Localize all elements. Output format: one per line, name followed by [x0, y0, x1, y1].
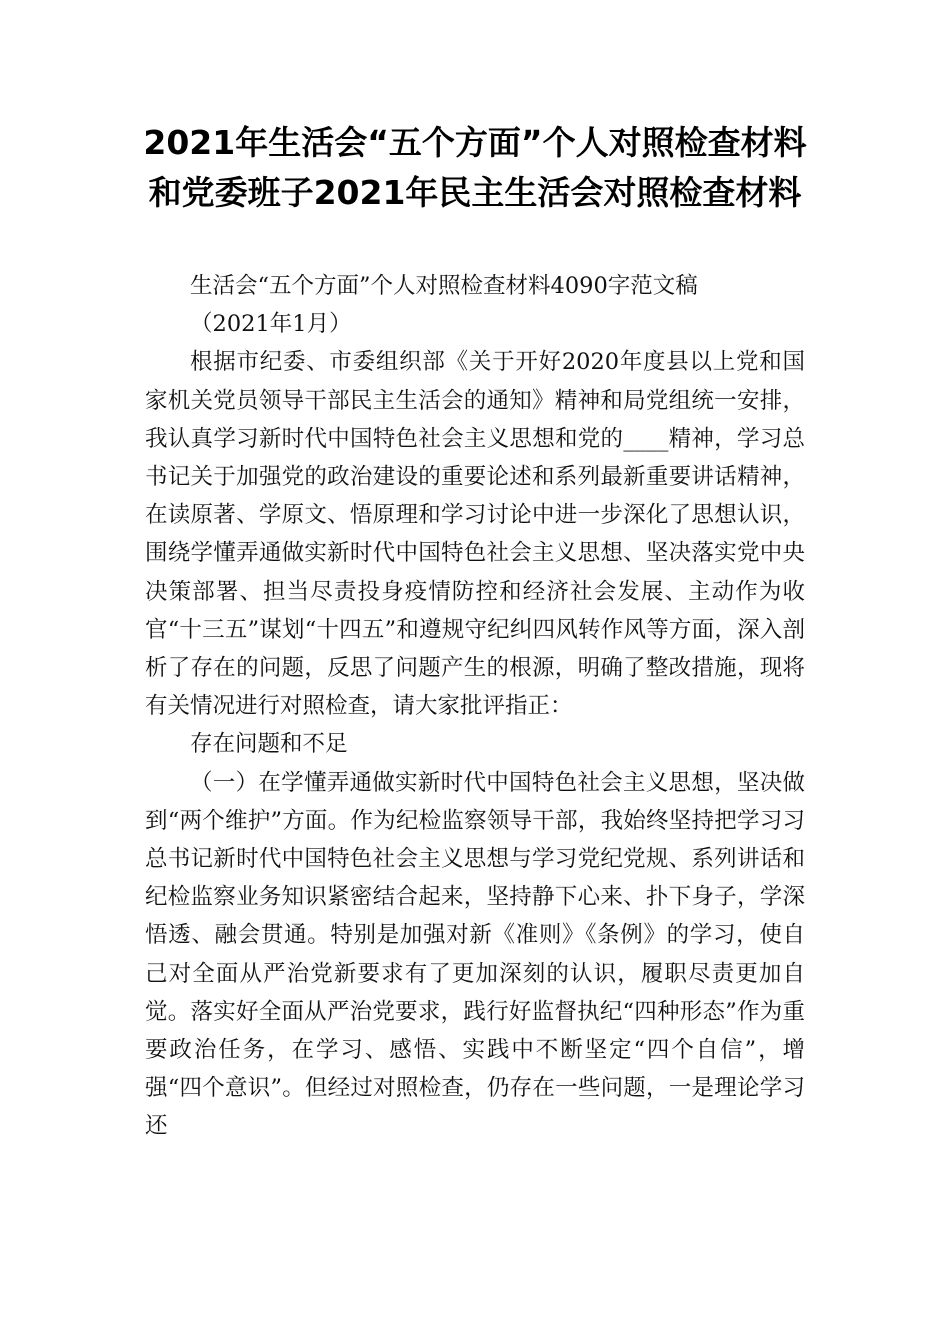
document-body	[145, 267, 805, 1146]
date-line: （2021年1月）	[190, 311, 352, 338]
subtitle-line: 生活会“五个方面”个人对照检查材料4090字范文稿	[190, 273, 698, 299]
body-paragraph: （一）在学懂弄通做实新时代中国特色社会主义思想，坚决做到“两个维护”方面。作为纪检监察领导干部，我始终坚持把学习习总书记新时代中国特色社会主义思想与学习党纪党规、系列讲话和纪检监察业务知识紧密结合起来，坚持静下心来、扑下身子，学深悟透、融会贯通。特别是加强对新《准则》《条例》的学习，使自己对全面从严治党新要求有了更加深刻的认识，履职尽责更加自觉。落实好全面从严治党要求，践行好监督执纪“四种形态”作为重要政治任务，在学习、感悟、实践中不断坚定“四个自信”，增强“四个意识”。但经过对照检查，仍存在一些问题，一是理论学习还	[145, 769, 805, 1140]
document-title: 2021年生活会“五个方面”个人对照检查材料和党委班子2021年民主生活会对照检查材料	[143, 123, 807, 212]
section-heading: 存在问题和不足	[190, 731, 348, 758]
body-paragraph: 根据市纪委、市委组织部《关于开好2020年度县以上党和国家机关党员领导干部民主生活会的通知》精神和局党组统一安排，我认真学习新时代中国特色社会主义思想和党的____精神，学习总书记关于加强党的政治建设的重要论述和系列最新重要讲话精神，在读原著、学原文、悟原理和学习讨论中进一步深化了思想认识，围绕学懂弄通做实新时代中国特色社会主义思想、坚决落实党中央决策部署、担当尽责投身疫情防控和经济社会发展、主动作为收官“十三五”谋划“十四五”和遵规守纪纠四风转作风等方面，深入剖析了存在的问题，反思了问题产生的根源，明确了整改措施，现将有关情况进行对照检查，请大家批评指正：	[145, 349, 805, 720]
